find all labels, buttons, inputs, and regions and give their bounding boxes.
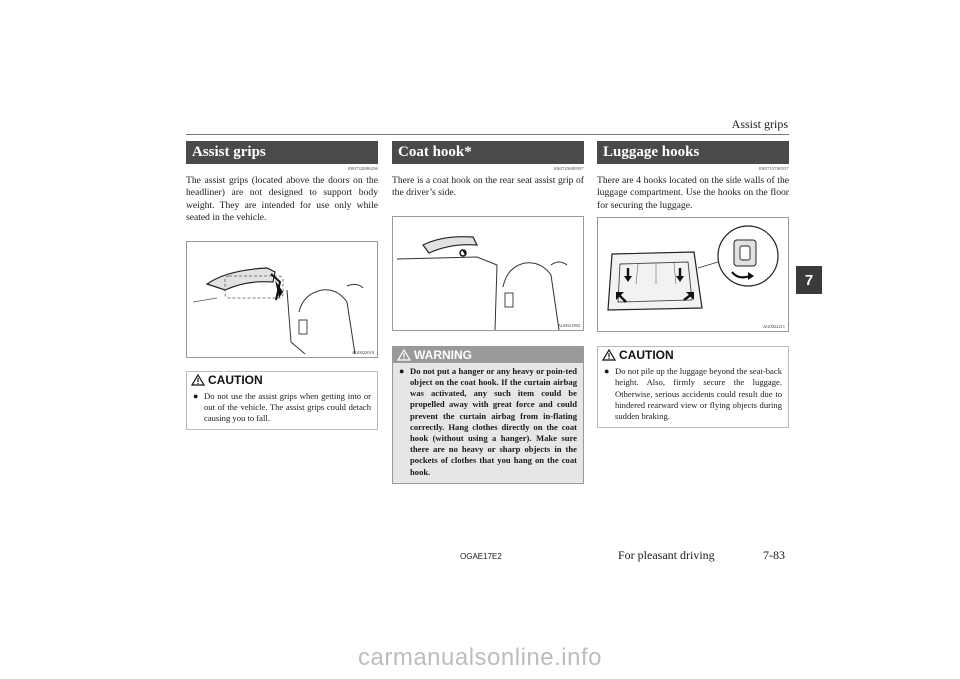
bullet-icon: ●	[193, 390, 199, 401]
warning-triangle-icon	[191, 374, 205, 386]
caution-label: CAUTION	[619, 348, 674, 363]
caution-label: CAUTION	[208, 372, 263, 387]
section-title: Coat hook*	[392, 141, 584, 164]
assist-grip-illustration	[186, 241, 378, 358]
figure-label: AG0022211	[762, 324, 785, 330]
chapter-tab[interactable]: 7	[796, 266, 822, 294]
header-divider	[186, 134, 789, 135]
section-body: There is a coat hook on the rear seat assist grip of the driver’s side.	[392, 175, 584, 199]
footer-section-name: For pleasant driving	[618, 548, 715, 562]
caution-header	[598, 347, 788, 363]
section-coat-hook	[392, 141, 584, 484]
caution-text: Do not use the assist grips when getting into or out of the vehicle. The assist grips could detach causing you to fall.	[204, 390, 371, 424]
section-luggage-hooks	[597, 141, 789, 428]
warning-item	[393, 363, 583, 483]
section-code: E00725600597	[554, 166, 584, 171]
warning-triangle-icon	[602, 349, 616, 361]
warning-triangle-icon	[397, 349, 411, 361]
site-watermark[interactable]: carmanualsonline.info	[358, 644, 602, 671]
page-header-title: Assist grips	[731, 117, 788, 131]
figure-label: AG0021982	[557, 322, 580, 328]
warning-box	[392, 346, 584, 484]
section-title: Luggage hooks	[597, 141, 789, 164]
luggage-hooks-illustration	[597, 217, 789, 332]
section-body: The assist grips (located above the doors on the headliner) are not designed to support body weight. They are intended for use only while seated in the vehicle.	[186, 175, 378, 224]
warning-label: WARNING	[414, 347, 472, 362]
figure-label: AG0022019	[351, 349, 374, 355]
caution-header	[187, 372, 377, 388]
section-body: There are 4 hooks located on the side walls of the luggage compartment. Use the hooks on the floor for securing the luggage.	[597, 175, 789, 211]
bullet-icon: ●	[399, 365, 405, 376]
assist-grip-drawing	[187, 242, 377, 357]
section-assist-grips	[186, 141, 378, 430]
caution-item	[187, 388, 377, 430]
coat-hook-illustration	[392, 216, 584, 331]
section-code: E00732800256	[348, 166, 378, 171]
luggage-hooks-drawing	[598, 218, 788, 331]
bullet-icon: ●	[604, 366, 610, 377]
caution-text: Do not pile up the luggage beyond the seat-back height. Also, firmly secure the luggage. Otherwise, serious accidents could result due to hindered rearward view or flying objects during sudden braking.	[615, 366, 782, 422]
section-title: Assist grips	[186, 141, 378, 164]
caution-item	[598, 363, 788, 427]
caution-box	[186, 371, 378, 431]
caution-box	[597, 346, 789, 428]
section-code: E00715700537	[759, 166, 789, 171]
footer-code: OGAE17E2	[460, 552, 502, 561]
coat-hook-drawing	[393, 217, 583, 330]
footer-page-number: 7-83	[763, 548, 785, 562]
warning-header	[393, 347, 583, 363]
warning-text: Do not put a hanger or any heavy or poin-ted object on the coat hook. If the curtain airbag was activated, any such item could be propelled away with great force and could prevent the curtain airbag from in-flating correctly. Hang clothes directly on the coat hook (without using a hanger). Make sure there are no heavy or sharp objects in the pockets of clothes that you hang on the coat hook.	[410, 365, 577, 477]
